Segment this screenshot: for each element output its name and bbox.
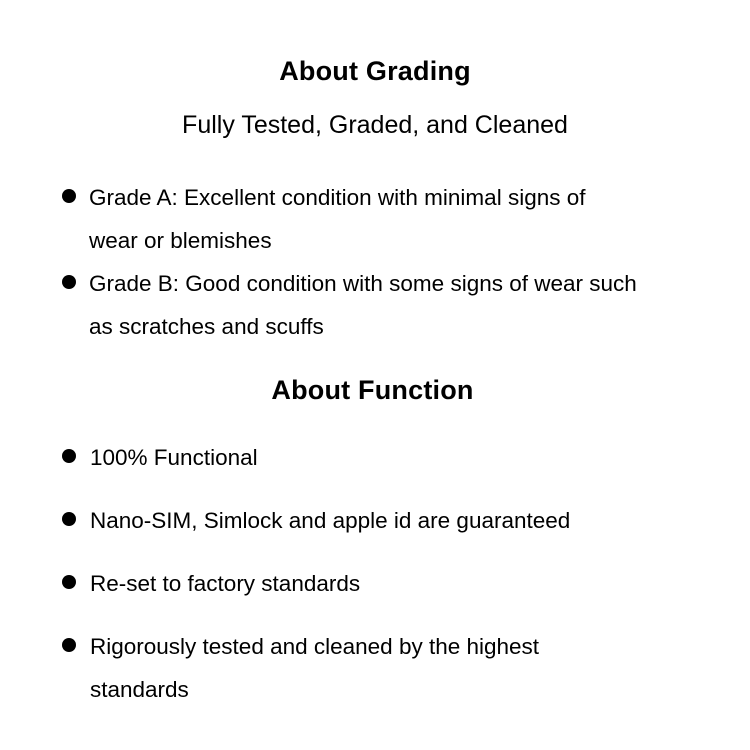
list-item-label: Grade A: Excellent condition with minimal signs of wear or blemishes [89, 185, 586, 253]
bullet-icon [62, 638, 76, 652]
function-list [0, 406, 750, 711]
list-item [0, 499, 750, 542]
grading-subtitle: Fully Tested, Graded, and Cleaned [182, 111, 568, 139]
list-item-label: Grade B: Good condition with some signs of wear such as scratches and scuffs [89, 271, 637, 339]
bullet-icon [62, 275, 76, 289]
about-function-heading: About Function [271, 375, 474, 405]
list-item [0, 262, 750, 348]
list-item-label: 100% Functional [90, 445, 258, 470]
list-item [0, 436, 750, 479]
list-item [0, 176, 750, 262]
list-item-label: Nano-SIM, Simlock and apple id are guaranteed [90, 508, 571, 533]
grading-list [0, 140, 750, 348]
list-item-label: Re-set to factory standards [90, 571, 361, 596]
bullet-icon [62, 512, 76, 526]
list-item [0, 562, 750, 605]
about-grading-heading: About Grading [279, 56, 471, 86]
bullet-icon [62, 189, 76, 203]
bullet-icon [62, 575, 76, 589]
list-item-label: Rigorously tested and cleaned by the highest standards [90, 634, 540, 702]
list-item [0, 625, 750, 711]
bullet-icon [62, 449, 76, 463]
